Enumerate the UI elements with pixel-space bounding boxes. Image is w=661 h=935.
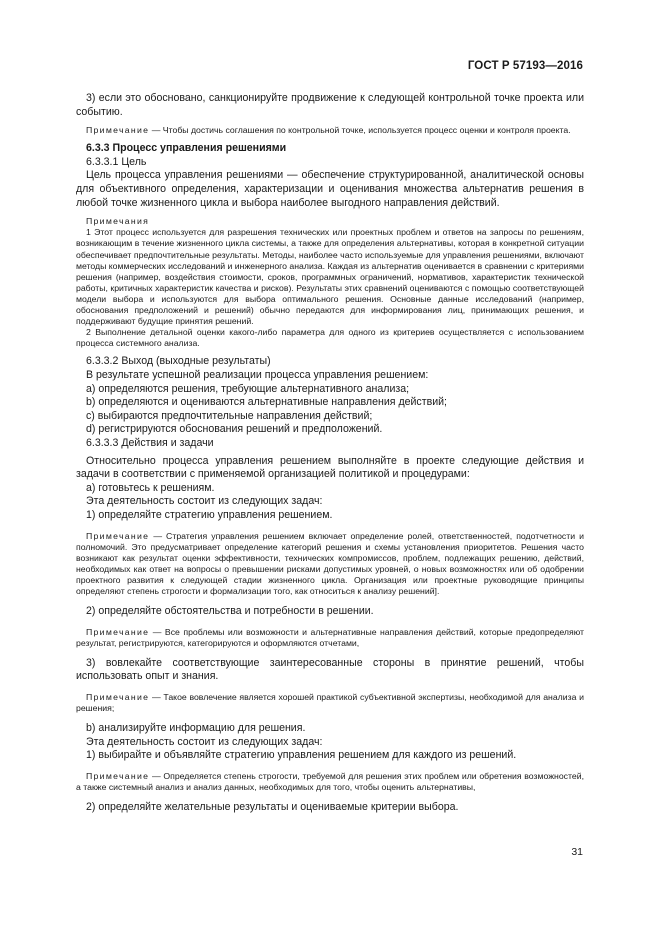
- note-text: — Все проблемы или возможности и альтернативные направления действий, которые предопределяют результат, регистрируются, категорируются и оформляются отчетами,: [76, 626, 584, 648]
- subsection-6-3-3-1: 6.3.3.1 Цель: [86, 155, 147, 168]
- note-milestone: [76, 125, 584, 136]
- activity-b: b) анализируйте информацию для решения.: [86, 722, 306, 735]
- activities-intro: Относительно процесса управления решением выполняйте в проекте следующие действия и задачи в соответствии с применяемой организацией политикой и процедурами:: [76, 454, 584, 481]
- activity-a: a) готовьтесь к решениям.: [86, 481, 215, 494]
- section-heading-6-3-3: 6.3.3 Процесс управления решениями: [86, 142, 287, 155]
- notes-heading: Примечания: [86, 216, 150, 227]
- task-a-3: 3) вовлекайте соответствующие заинтересованные стороны в принятие решений, чтобы использовать опыт и знания.: [76, 656, 584, 683]
- note-text: — Такое вовлечение является хорошей практикой субъективной экспертизы, необходимой для анализа и решения;: [76, 692, 584, 714]
- outcome-b: b) определяются и оцениваются альтернативные направления действий;: [86, 396, 447, 409]
- subsection-6-3-3-3: 6.3.3.3 Действия и задачи: [86, 436, 214, 449]
- outcome-intro: В результате успешной реализации процесса управления решением:: [86, 368, 429, 381]
- note-involvement: [76, 692, 584, 714]
- note-problems: [76, 627, 584, 649]
- page-number: 31: [571, 846, 583, 858]
- note-label: Примечание: [86, 771, 150, 781]
- activity-b-tasks-intro: Эта деятельность состоит из следующих задач:: [86, 735, 323, 748]
- subsection-6-3-3-2: 6.3.3.2 Выход (выходные результаты): [86, 355, 271, 368]
- outcome-d: d) регистрируются обоснования решений и предположений.: [86, 423, 383, 436]
- task-a-1: 1) определяйте стратегию управления решением.: [86, 508, 333, 521]
- note-1: 1 Этот процесс используется для разрешения технических или проектных проблем и ответов на запросы по решениям, возникающим в течение жизненного цикла системы, а также для определения альтернативы, которая в конкретной ситуации обеспечивает предпочтительные результаты. Методы, наиболее часто используемые для управления решениями, включают методы коммерческих исследований и инженерного анализа. Каждая из альтернатив оценивается в сравнении с критериями решения (например, воздействия стоимости, сроков, программных ограничений, нормативов, характеристик технической работы, критичных характеристик качества и рисков). Результаты этих сравнений оцениваются с помощью соответствующей модели выбора и используются для выбора оптимального решения. Основные данные исследований (например, обоснования предположений и решений) обычно передаются для информирования лиц, принимающих решения, и поддерживают будущие принятия решений.: [76, 227, 584, 327]
- note-text: — Стратегия управления решением включает определение ролей, ответственностей, подотчетности и полномочий. Это предусматривает определение категорий решения и схемы установления приоритетов. Решения часто возникают как результат оценки эффективности, технических компромиссов, проблем, подлежащих решению, действий, необходимых как ответ на вопросы о превышении рисками допустимых уровней, о новых возможностях или об одобрении проектного развития к следующей стадии жизненного цикла. Организация или проектные руководящие принципы определяют степень строгости и формализации того, как относиться к анализу решений].: [76, 530, 584, 596]
- note-label: Примечание: [86, 626, 150, 637]
- task-a-2: 2) определяйте обстоятельства и потребности в решении.: [86, 605, 374, 618]
- note-decision-strategy: [76, 531, 584, 598]
- note-label: Примечание: [86, 692, 150, 703]
- task-b-2: 2) определяйте желательные результаты и оцениваемые критерии выбора.: [86, 801, 459, 814]
- activity-a-tasks-intro: Эта деятельность состоит из следующих задач:: [86, 495, 323, 508]
- purpose-paragraph: Цель процесса управления решениями — обеспечение структурированной, аналитической основы для объективного определения, характеризации и оценивания множества альтернатив решения в любой точке жизненного цикла и выбора наиболее выгодного направления действий.: [76, 169, 584, 209]
- document-code-header: ГОСТ Р 57193—2016: [467, 60, 583, 72]
- note-2: 2 Выполнение детальной оценки какого-либо параметра для одного из критериев осуществляется с использованием процесса системного анализа.: [76, 327, 584, 349]
- task-b-1: 1) выбирайте и объявляйте стратегию управления решением для каждого из решений.: [86, 749, 517, 762]
- outcome-a: a) определяются решения, требующие альтернативного анализа;: [86, 382, 410, 395]
- note-text: — Чтобы достичь соглашения по контрольной точке, используется процесс оценки и контроля проекта.: [149, 125, 571, 136]
- note-rigor: [76, 771, 584, 793]
- outcome-c: c) выбираются предпочтительные направления действий;: [86, 409, 373, 422]
- note-text: — Определяется степень строгости, требуемой для решения этих проблем или обретения возможностей, а также системный анализ и анализ данных, необходимых для того, чтобы оценить альтернативы,: [76, 771, 584, 793]
- note-label: Примечание: [86, 125, 150, 136]
- note-label: Примечание: [86, 530, 150, 541]
- page-content: [76, 92, 584, 815]
- paragraph-3-authorize: 3) если это обосновано, санкционируйте продвижение к следующей контрольной точке проекта или событию.: [76, 92, 584, 118]
